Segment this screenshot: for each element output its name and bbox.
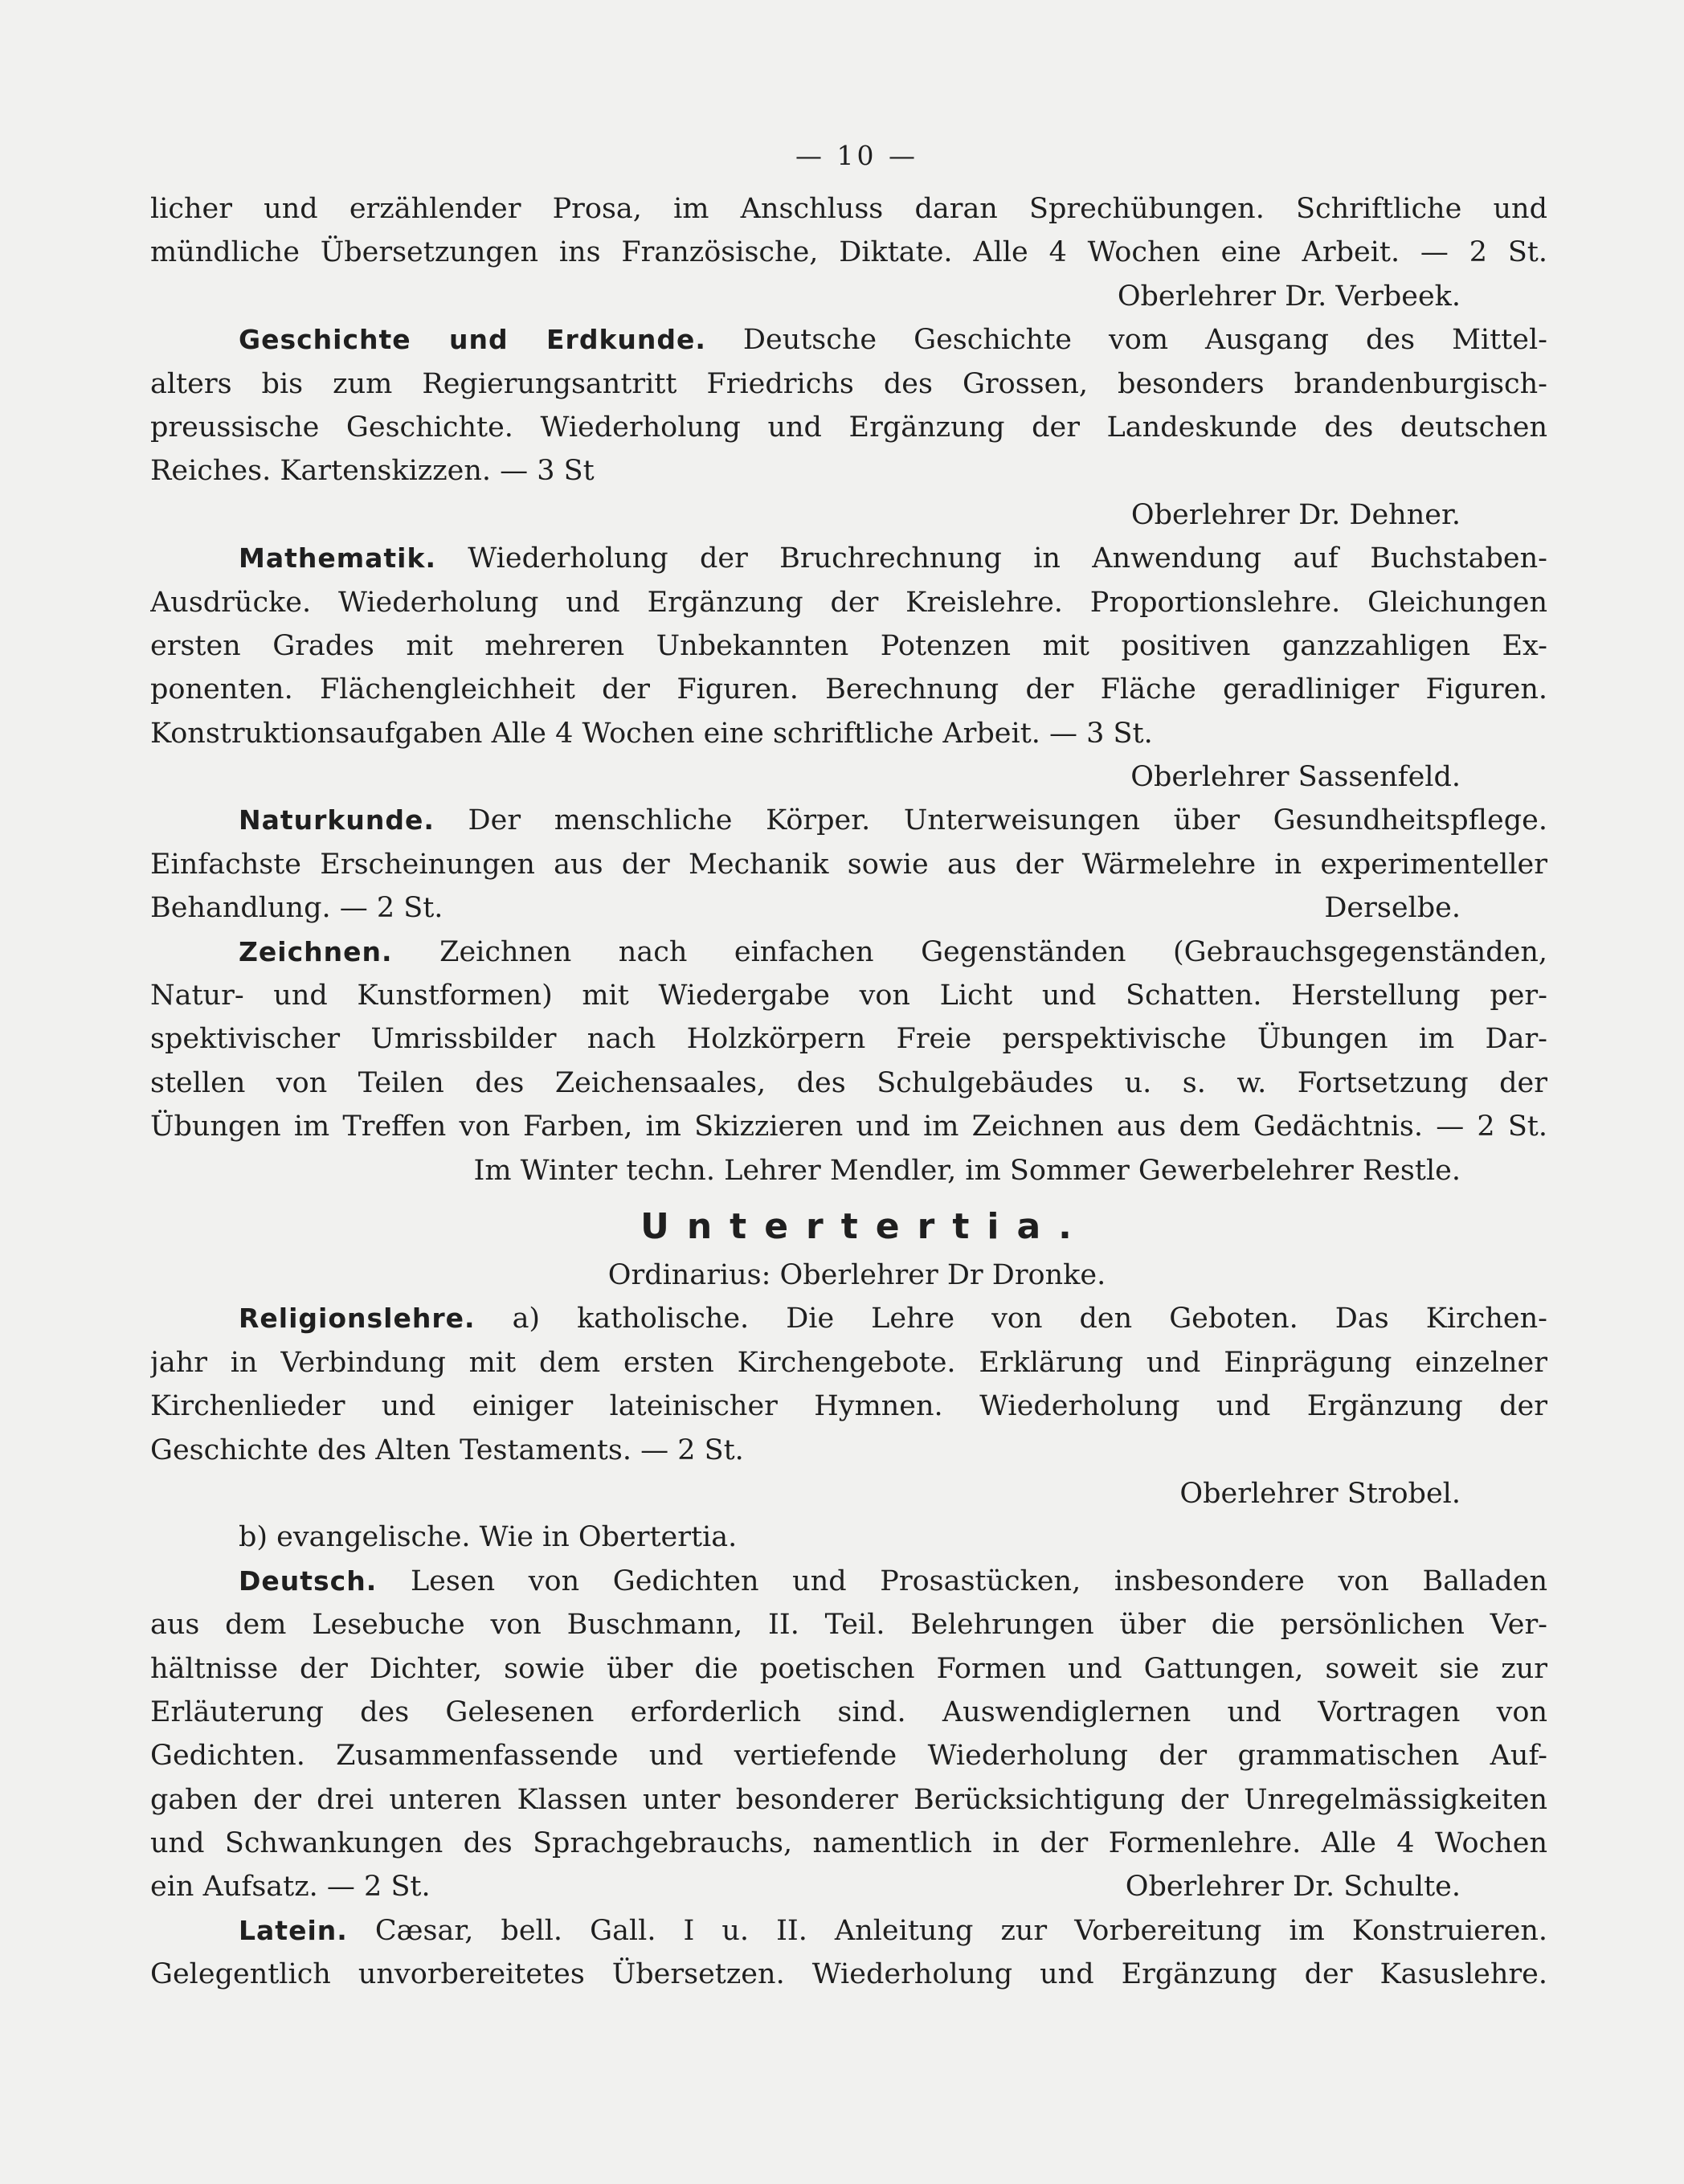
text-line: ponenten. Flächengleichheit der Figuren. Berechnung der Fläche geradliniger Figuren. [150,673,1547,706]
text-line: preussische Geschichte. Wiederholung und Ergänzung der Landeskunde des deutschen [150,411,1547,444]
text-line: jahr in Verbindung mit dem ersten Kirchengebote. Erklärung und Einprägung einzelner [150,1346,1547,1379]
text-line: ersten Grades mit mehreren Unbekannten Potenzen mit positiven ganzzahligen Ex- [150,629,1547,662]
section-mathematik [150,537,1547,799]
text-line [150,799,1547,842]
teacher-signature: Oberlehrer Dr. Dehner. [1130,498,1461,531]
text-line [150,1297,1547,1340]
text-line [150,930,1547,974]
text-fragment: Deutsche Geschichte vom Ausgang des Mittel- [742,324,1547,357]
text-line [150,886,1547,930]
subject-heading: Mathematik. [239,542,436,575]
teacher-signature: Im Winter techn. Lehrer Mendler, im Sommer Gewerbelehrer Restle. [473,1154,1461,1187]
text-fragment: a) katholische. Die Lehre von den Geboten. Das Kirchen- [512,1303,1547,1335]
text-line [150,1560,1547,1603]
teacher-signature: Oberlehrer Strobel. [1179,1477,1461,1510]
text-line: Natur- und Kunstformen) mit Wiedergabe von Licht und Schatten. Herstellung per- [150,980,1547,1012]
text-line: Gelegentlich unvorbereitetes Übersetzen. Wiederholung und Ergänzung der Kasuslehre. [150,1958,1547,1991]
section-deutsch [150,1560,1547,1909]
class-title: Untertertia. [640,1205,1089,1247]
text-fragment: Zeichnen nach einfachen Gegenständen (Gebrauchsgegenständen, [439,935,1547,968]
section-latein [150,1909,1547,1997]
text-line [150,537,1547,580]
subject-heading: Naturkunde. [239,804,435,836]
text-line: alters bis zum Regierungsantritt Friedrichs des Grossen, besonders brandenburgisch- [150,367,1547,400]
text-fragment: ein Aufsatz. — 2 St. [150,1871,431,1904]
text-line: hältnisse der Dichter, sowie über die poetischen Formen und Gattungen, soweit sie zur [150,1652,1547,1685]
text-line [150,1909,1547,1953]
text-fragment: Behandlung. — 2 St. [150,892,443,925]
text-line: Reiches. Kartenskizzen. — 3 St [150,455,595,488]
text-line: Konstruktionsaufgaben Alle 4 Wochen eine schriftliche Arbeit. — 3 St. [150,717,1153,750]
section-geschichte [150,318,1547,537]
text-line: und Schwankungen des Sprachgebrauchs, namentlich in der Formenlehre. Alle 4 Wochen [150,1827,1547,1860]
text-fragment: Der menschliche Körper. Unterweisungen über Gesundheitspflege. [468,804,1547,837]
teacher-signature: Oberlehrer Dr. Verbeek. [1117,280,1461,313]
text-line: Ausdrücke. Wiederholung und Ergänzung der Kreislehre. Proportionslehre. Gleichungen [150,586,1547,619]
subject-heading: Religionslehre. [239,1303,476,1335]
subject-heading: Deutsch. [239,1564,378,1597]
text-fragment: Cæsar, bell. Gall. I u. II. Anleitung zur Vorbereitung im Konstruieren. [374,1914,1547,1947]
text-line: Einfachste Erscheinungen aus der Mechanik sowie aus der Wärmelehre in experimenteller [150,848,1547,881]
text-fragment: Lesen von Gedichten und Prosastücken, insbesondere von Balladen [410,1564,1547,1597]
ordinarius-line: Ordinarius: Oberlehrer Dr Dronke. [607,1258,1106,1291]
text-line: b) evangelische. Wie in Obertertia. [239,1521,738,1554]
subject-heading: Geschichte und Erdkunde. [239,324,706,356]
text-fragment: Wiederholung der Bruchrechnung in Anwendung auf Buchstaben- [468,542,1547,575]
text-line: aus dem Lesebuche von Buschmann, II. Teil. Belehrungen über die persönlichen Ver- [150,1609,1547,1642]
teacher-signature: Derselbe. [1324,892,1461,925]
subject-heading: Latein. [239,1914,348,1946]
text-line: Übungen im Treffen von Farben, im Skizzieren und im Zeichnen aus dem Gedächtnis. — 2 St. [150,1110,1547,1143]
text-line: mündliche Übersetzungen ins Französische, Diktate. Alle 4 Wochen eine Arbeit. — 2 St. [150,236,1547,269]
text-line: gaben der drei unteren Klassen unter besonderer Berücksichtigung der Unregelmässigkeiten [150,1783,1547,1816]
section-naturkunde [150,799,1547,930]
intro-paragraph [150,187,1547,318]
section-zeichnen [150,930,1547,1192]
text-line: Erläuterung des Gelesenen erforderlich sind. Auswendiglernen und Vortragen von [150,1695,1547,1728]
text-line: licher und erzählender Prosa, im Anschluss daran Sprechübungen. Schriftliche und [150,193,1547,225]
subject-heading: Zeichnen. [239,935,393,967]
text-line: stellen von Teilen des Zeichensaales, des Schulgebäudes u. s. w. Fortsetzung der [150,1066,1547,1099]
text-line: Gedichten. Zusammenfassende und vertiefende Wiederholung der grammatischen Auf- [150,1740,1547,1773]
teacher-signature: Oberlehrer Dr. Schulte. [1125,1871,1461,1904]
text-line: Geschichte des Alten Testaments. — 2 St. [150,1434,744,1466]
text-line: spektivischer Umrissbilder nach Holzkörpern Freie perspektivische Übungen im Dar- [150,1023,1547,1056]
text-line [150,1865,1547,1908]
page-number: — 10 — [795,140,918,171]
text-line [150,318,1547,362]
text-line: Kirchenlieder und einiger lateinischer Hymnen. Wiederholung und Ergänzung der [150,1390,1547,1423]
teacher-signature: Oberlehrer Sassenfeld. [1130,761,1461,794]
section-religion [150,1297,1547,1559]
